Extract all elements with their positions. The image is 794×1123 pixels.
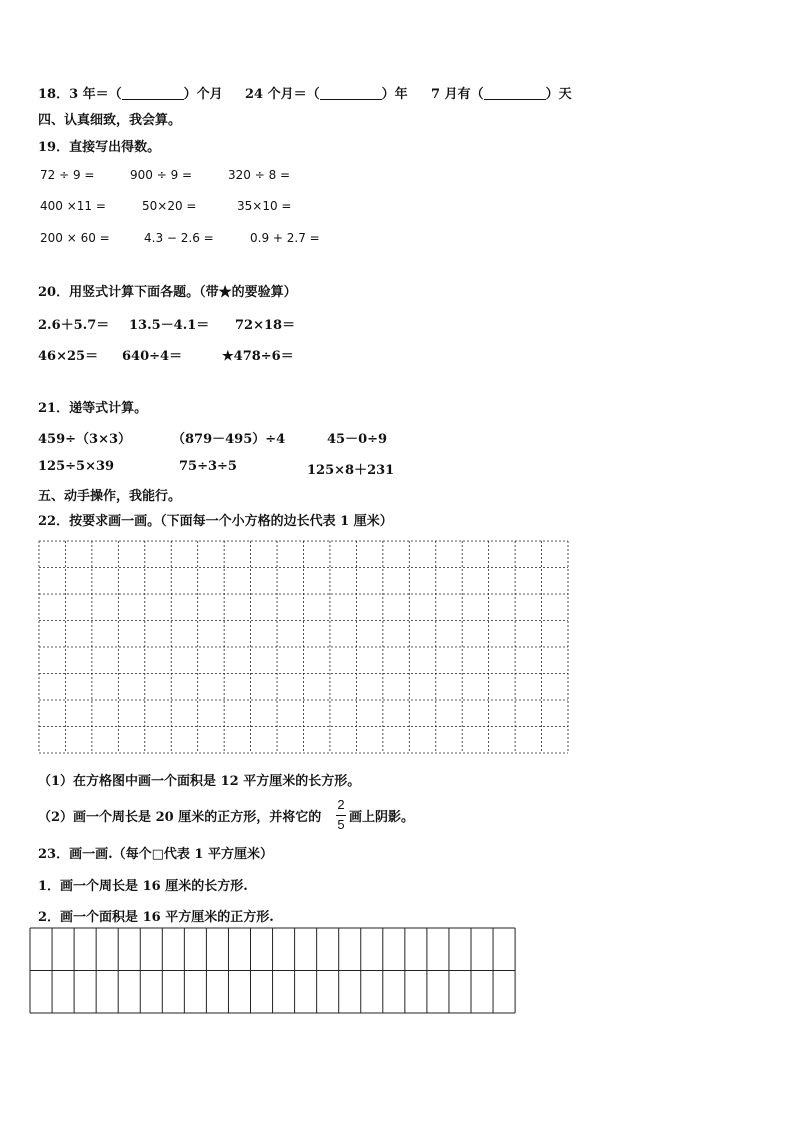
calc-item: 75÷3÷5 <box>179 459 237 474</box>
calc-item: 459÷（3×3） <box>38 432 132 447</box>
calc-item: 35×10 = <box>237 199 292 213</box>
q18-part-b-prefix: 24 个月＝（ <box>245 87 320 102</box>
question-20-title: 20．用竖式计算下面各题。（带★的要验算） <box>38 285 297 300</box>
calc-item: 640÷4＝ <box>122 349 183 364</box>
q23-item-2: 2．画一个面积是 16 平方厘米的正方形. <box>38 910 274 925</box>
calc-item: 72×18＝ <box>235 318 296 333</box>
q18-part-a-suffix: ）个月 <box>183 87 223 102</box>
calc-item: （879－495）÷4 <box>172 432 286 447</box>
calc-item: 400 ×11 = <box>40 199 106 213</box>
question-22-title: 22．按要求画一画。（下面每一个小方格的边长代表 1 厘米） <box>38 514 393 529</box>
q22-subquestion-2 <box>38 806 321 825</box>
calc-item: 13.5－4.1＝ <box>129 318 210 333</box>
calc-item: 125÷5×39 <box>38 459 115 474</box>
calc-item: 72 ÷ 9 = <box>40 168 95 182</box>
q22-sub2-suffix: 画上阴影。 <box>349 810 415 825</box>
question-19-title: 19．直接写出得数。 <box>38 140 161 155</box>
q18-part-a-prefix: 3 年＝（ <box>69 87 122 102</box>
calc-item: 320 ÷ 8 = <box>228 168 291 182</box>
calc-item: 0.9 + 2.7 = <box>250 231 320 245</box>
question-number: 18． <box>38 87 70 102</box>
fraction-denominator: 5 <box>337 817 345 832</box>
calc-item: ★478÷6＝ <box>222 349 294 364</box>
q18-part-b-suffix: ）年 <box>381 87 408 102</box>
q22-sub2-prefix: （2）画一个周长是 20 厘米的正方形，并将它的 <box>38 810 322 825</box>
calc-item: 125×8＋231 <box>307 463 395 478</box>
q23-item-1: 1．画一个周长是 16 厘米的长方形. <box>38 879 248 894</box>
dotted-square-grid[interactable] <box>39 541 568 753</box>
calc-item: 45－0÷9 <box>327 432 388 447</box>
question-21-title: 21．递等式计算。 <box>38 401 148 416</box>
calc-item: 4.3 − 2.6 = <box>144 231 214 245</box>
fraction-bar <box>336 815 346 816</box>
q18-part-c-prefix: 7 月有（ <box>431 87 484 102</box>
calc-item: 2.6＋5.7＝ <box>38 318 110 333</box>
calc-item: 200 × 60 = <box>40 231 110 245</box>
question-23-title: 23．画一画.（每个□代表 1 平方厘米） <box>38 847 273 862</box>
q22-subquestion-1: （1）在方格图中画一个面积是 12 平方厘米的长方形。 <box>38 774 361 789</box>
fraction-numerator: 2 <box>337 797 345 812</box>
rectangle-grid[interactable] <box>30 928 515 1013</box>
calc-item: 46×25＝ <box>38 349 99 364</box>
section-heading-5: 五、动手操作，我能行。 <box>38 489 182 504</box>
section-heading-4: 四、认真细致，我会算。 <box>38 113 182 128</box>
calc-item: 50×20 = <box>142 199 197 213</box>
q18-part-c-suffix: ）天 <box>545 87 572 102</box>
calc-item: 900 ÷ 9 = <box>130 168 193 182</box>
